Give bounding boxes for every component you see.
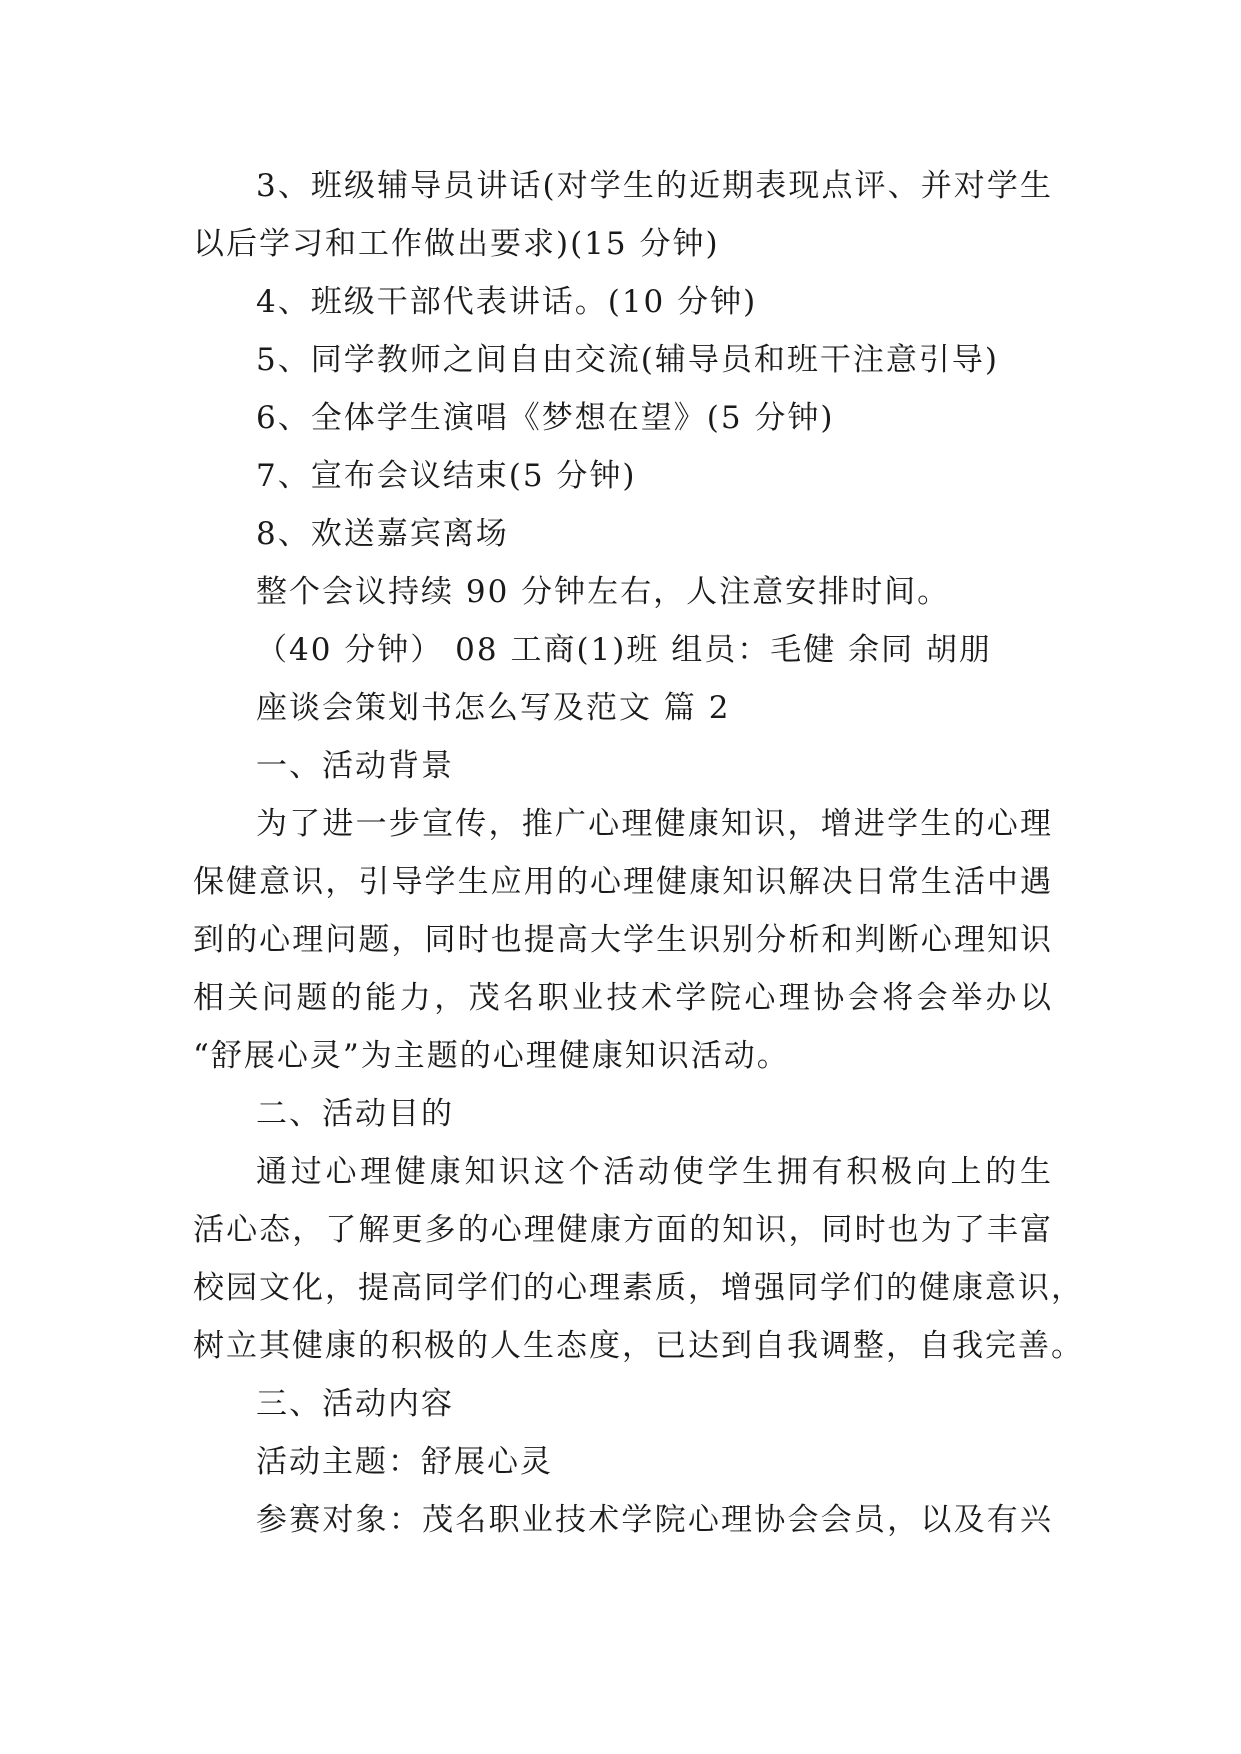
- paragraph-line: 4、班级干部代表讲话。(10 分钟): [256, 284, 758, 320]
- section-heading: 座谈会策划书怎么写及范文 篇 2: [256, 690, 731, 726]
- paragraph-line: 8、欢送嘉宾离场: [256, 516, 509, 552]
- section-heading: 二、活动目的: [256, 1096, 454, 1132]
- paragraph-line: 6、全体学生演唱《梦想在望》(5 分钟): [256, 400, 835, 436]
- paragraph-line: 校园文化，提高同学们的心理素质，增强同学们的健康意识，: [193, 1270, 1084, 1306]
- paragraph-line: （40 分钟） 08 工商(1)班 组员：毛健 余同 胡朋: [256, 632, 992, 668]
- paragraph-line: 为了进一步宣传，推广心理健康知识，增进学生的心理: [256, 806, 1053, 842]
- paragraph-line: 参赛对象：茂名职业技术学院心理协会会员，以及有兴: [256, 1502, 1053, 1538]
- paragraph-line: 通过心理健康知识这个活动使学生拥有积极向上的生: [256, 1154, 1053, 1190]
- paragraph-line: 5、同学教师之间自由交流(辅导员和班干注意引导): [256, 342, 999, 378]
- paragraph-line: 7、宣布会议结束(5 分钟): [256, 458, 637, 494]
- paragraph-line: 整个会议持续 90 分钟左右，人注意安排时间。: [256, 574, 951, 610]
- paragraph-line: “舒展心灵”为主题的心理健康知识活动。: [193, 1038, 790, 1074]
- section-heading: 一、活动背景: [256, 748, 454, 784]
- section-heading: 三、活动内容: [256, 1386, 454, 1422]
- paragraph-line: 以后学习和工作做出要求)(15 分钟): [193, 226, 720, 262]
- paragraph-line: 保健意识，引导学生应用的心理健康知识解决日常生活中遇: [193, 864, 1053, 900]
- paragraph-line: 树立其健康的积极的人生态度，已达到自我调整，自我完善。: [193, 1328, 1084, 1364]
- paragraph-line: 活动主题：舒展心灵: [256, 1444, 553, 1480]
- paragraph-line: 相关问题的能力，茂名职业技术学院心理协会将会举办以: [193, 980, 1053, 1016]
- paragraph-line: 活心态，了解更多的心理健康方面的知识，同时也为了丰富: [193, 1212, 1053, 1248]
- paragraph-line: 3、班级辅导员讲话(对学生的近期表现点评、并对学生: [256, 168, 1053, 204]
- paragraph-line: 到的心理问题，同时也提高大学生识别分析和判断心理知识: [193, 922, 1053, 958]
